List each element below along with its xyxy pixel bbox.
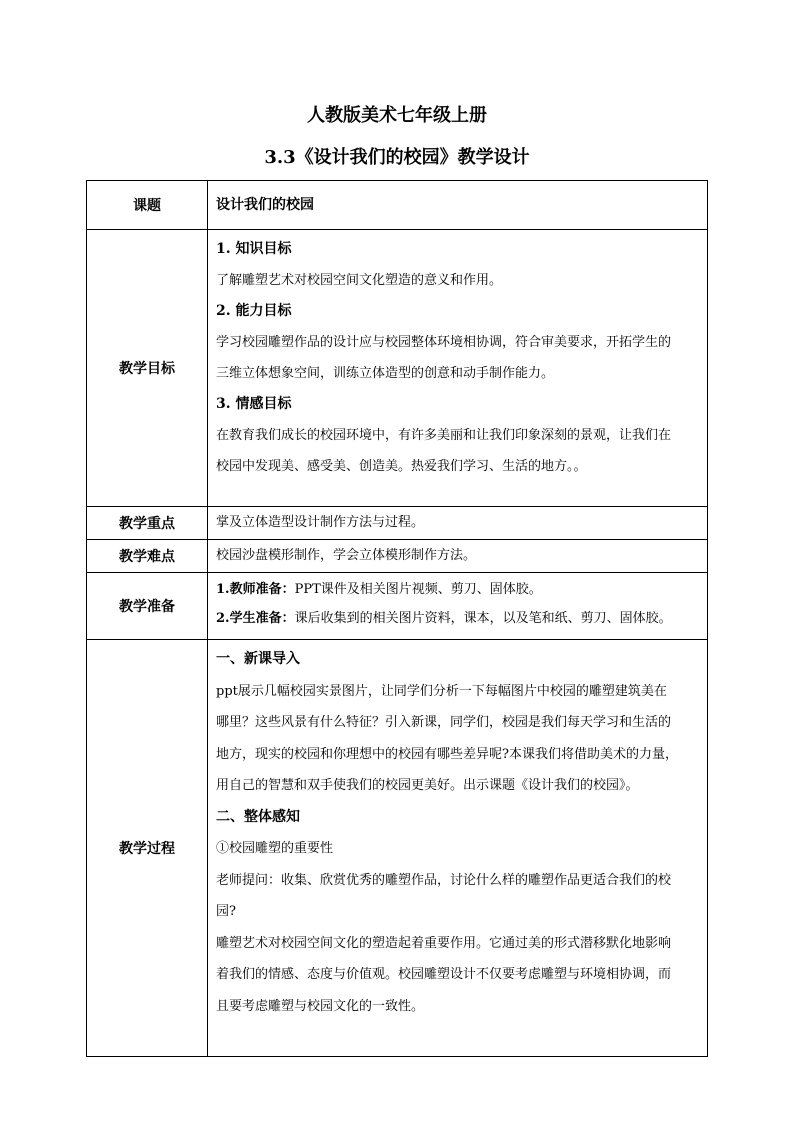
- preparation-label: 教学准备: [87, 573, 208, 640]
- goals-content: [208, 230, 708, 507]
- difficulty-content: [208, 540, 708, 573]
- topic-label: 课题: [87, 181, 208, 230]
- paragraph-text-line: 且要考虑雕塑与校园文化的一致性。: [216, 998, 425, 1014]
- ability-text-line: 三维立体想象空间，训练立体造型的创意和动手制作能力。: [216, 366, 555, 381]
- goals-label: 教学目标: [87, 230, 208, 507]
- paragraph-text-line: 着我们的情感、态度与价值观。校园雕塑设计不仅要考虑雕塑与环境相协调，而: [216, 967, 672, 982]
- table-row-goals: [87, 230, 708, 507]
- lesson-plan-table: [86, 180, 708, 1057]
- focus-content: [208, 507, 708, 540]
- question-text-line: 老师提问：收集、欣赏优秀的雕塑作品，讨论什么样的雕塑作品更适合我们的校: [216, 872, 672, 888]
- knowledge-text: 了解雕塑艺术对校园空间文化塑造的意义和作用。: [216, 273, 503, 288]
- student-preparation-text: 课后收集到的相关图片资料，课本，以及笔和纸、剪刀、固体胶。: [294, 611, 672, 626]
- process-label: 教学过程: [87, 640, 208, 1057]
- student-preparation-lead: 2.学生准备：: [216, 611, 295, 626]
- difficulty-label: 教学难点: [87, 540, 208, 573]
- table-row-preparation: [87, 573, 708, 640]
- focus-label: 教学重点: [87, 507, 208, 540]
- section2-heading: 二、整体感知: [216, 808, 300, 825]
- topic-value: [208, 181, 708, 230]
- table-row-focus: [87, 507, 708, 540]
- document-subtitle: 3.3《设计我们的校园》教学设计: [264, 147, 530, 168]
- section1-text-line: 用自己的智慧和双手使我们的校园更美好。出示课题《设计我们的校园》。: [216, 778, 639, 793]
- paragraph-text-line: 雕塑艺术对校园空间文化的塑造起着重要作用。它通过美的形式潜移默化地影响: [216, 935, 672, 951]
- teacher-preparation-lead: 1.教师准备：: [216, 582, 295, 597]
- student-preparation: [216, 604, 701, 633]
- emotion-text-line: 在教育我们成长的校园环境中，有许多美丽和让我们印象深刻的景观，让我们在: [216, 428, 672, 443]
- emotion-heading: 3. 情感目标: [216, 396, 292, 412]
- section1-heading: 一、新课导入: [216, 651, 300, 667]
- topic-text: 设计我们的校园: [216, 196, 314, 213]
- ability-text-line: 学习校园雕塑作品的设计应与校园整体环境相协调，符合审美要求，开拓学生的: [216, 335, 672, 350]
- question-text-line: 园?: [216, 904, 236, 919]
- table-row-difficulty: [87, 540, 708, 573]
- knowledge-heading: 1. 知识目标: [216, 241, 292, 257]
- preparation-content: [208, 573, 708, 640]
- section1-text-line: 哪里？这些风景有什么特征？引入新课，同学们，校园是我们每天学习和生活的: [216, 715, 672, 730]
- teacher-preparation-text: PPT课件及相关图片视频、剪刀、固体胶。: [294, 582, 542, 597]
- teacher-preparation: [216, 575, 701, 604]
- table-row-topic: [87, 181, 708, 230]
- document-title: 人教版美术七年级上册: [307, 105, 487, 126]
- section1-text-line: 地方，现实的校园和你理想中的校园有哪些差异呢?本课我们将借助美术的力量，: [216, 746, 678, 762]
- ability-heading: 2. 能力目标: [216, 303, 292, 319]
- section2-item: ①校园雕塑的重要性: [216, 841, 334, 856]
- table-row-process: [87, 640, 708, 1057]
- section1-text-line: ppt展示几幅校园实景图片，让同学们分析一下每幅图片中校园的雕塑建筑美在: [216, 683, 667, 699]
- focus-text: 掌及立体造型设计制作方法与过程。: [216, 515, 425, 530]
- process-content: [208, 640, 708, 1057]
- emotion-text-line: 校园中发现美、感受美、创造美。热爱我们学习、生活的地方。。: [216, 459, 587, 474]
- difficulty-text: 校园沙盘模形制作，学会立体模形制作方法。: [216, 548, 477, 563]
